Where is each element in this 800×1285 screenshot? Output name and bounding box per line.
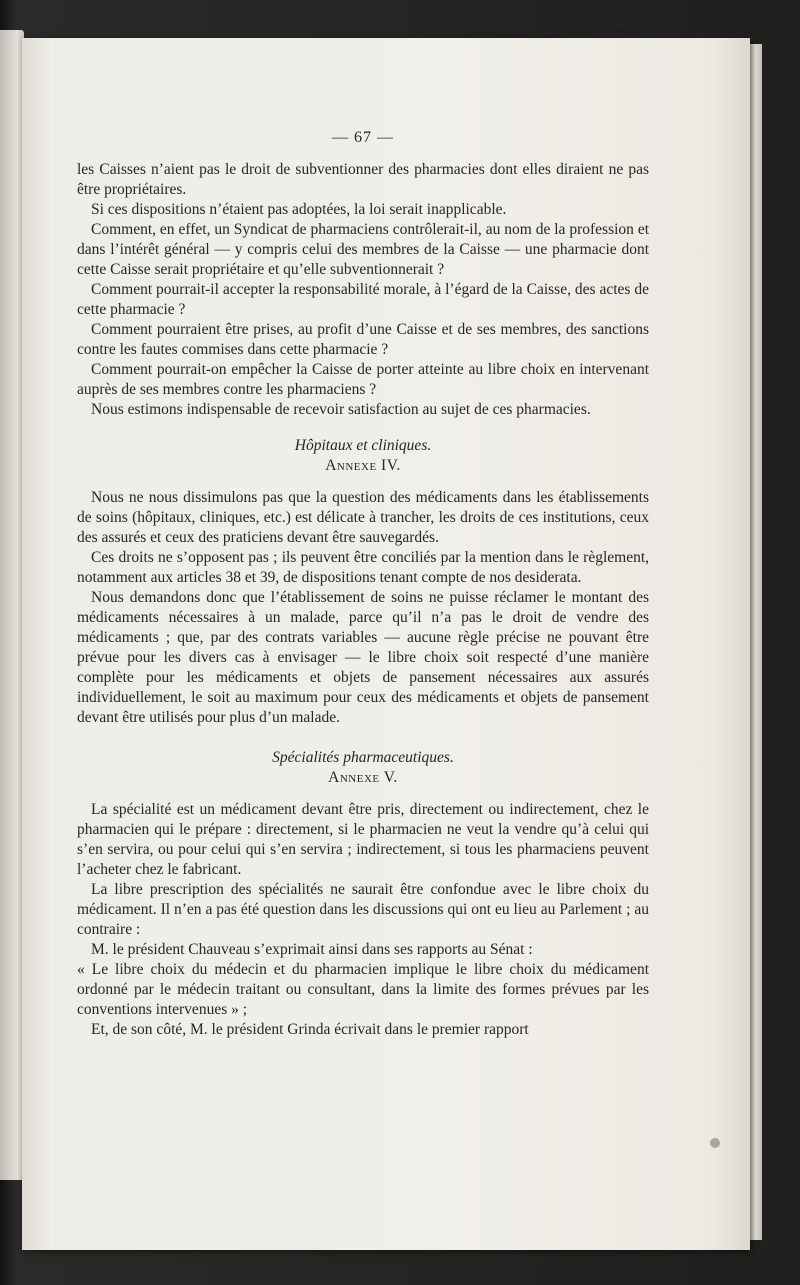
paragraph: La spécialité est un médicament devant être pris, directement ou indirectement, chez le pharmacien qui le prépare : directement, si le pharmacien ne veut la vendre qu’à celui qui s’en servira, ou pour celui qui s’en servira ; indirectement, si tous les pharmaciens peuvent l’acheter chez le fabricant. <box>77 801 649 878</box>
paragraph: Ces droits ne s’opposent pas ; ils peuvent être conciliés par la mention dans le règlement, notamment aux articles 38 et 39, de dispositions tenant compte de nos desiderata. <box>77 549 649 586</box>
paragraph: les Caisses n’aient pas le droit de subventionner des pharmacies dont elles diraient ne pas être propriétaires. <box>77 161 649 198</box>
annex-label-iv: Annexe IV. <box>325 457 401 474</box>
annex-label-v: Annexe V. <box>328 769 398 786</box>
paragraph: La libre prescription des spécialités ne saurait être confondue avec le libre choix du médicament. Il n’en a pas été question dans les discussions qui ont eu lieu au Parlement ; au contraire : <box>77 881 649 938</box>
paragraph: Comment, en effet, un Syndicat de pharmaciens contrôlerait-il, au nom de la profession et dans l’intérêt général — y compris celui des membres de la Caisse — une pharmacie dont cette Caisse serait propriétaire et qu’elle subventionnerait ? <box>77 221 649 278</box>
paragraph: Comment pourrait-il accepter la responsabilité morale, à l’égard de la Caisse, des actes de cette pharmacie ? <box>77 281 649 318</box>
previous-page-edge <box>0 30 24 1180</box>
page-number: — 67 — <box>332 129 394 146</box>
paragraph: Comment pourrait-on empêcher la Caisse de porter atteinte au libre choix en intervenant auprès de ses membres contre les pharmaciens ? <box>77 361 649 398</box>
paragraph: Si ces dispositions n’étaient pas adoptées, la loi serait inapplicable. <box>91 201 507 218</box>
paragraph: Nous demandons donc que l’établissement de soins ne puisse réclamer le montant des médicaments nécessaires à un malade, parce qu’il n’a pas le droit de vendre des médicaments ; que, par des contrats variables — aucune règle précise ne pouvant être prévue pour les divers cas à envisager — le libre choix soit respecté d’une manière complète pour les médicaments et objets de pansement nécessaires aux assurés individuellement, le soit au maximum pour ceux des médicaments et objets de pansement devant être utilisés pour plus d’un malade. <box>77 589 649 726</box>
paper-spot <box>710 1138 720 1148</box>
section-title-hopitaux: Hôpitaux et cliniques. <box>294 437 432 454</box>
page-content <box>77 128 649 1040</box>
paragraph: Nous ne nous dissimulons pas que la question des médicaments dans les établissements de soins (hôpitaux, cliniques, etc.) est délicate à trancher, les droits de ces institutions, ceux des assurés et ceux des praticiens devant être sauvegardés. <box>77 489 649 546</box>
paragraph: Nous estimons indispensable de recevoir satisfaction au sujet de ces pharmacies. <box>91 401 591 418</box>
paragraph: Comment pourraient être prises, au profit d’une Caisse et de ses membres, des sanctions contre les fautes commises dans cette pharmacie ? <box>77 321 649 358</box>
paragraph: Et, de son côté, M. le président Grinda écrivait dans le premier rapport <box>91 1021 529 1038</box>
quotation: « Le libre choix du médecin et du pharmacien implique le libre choix du médicament ordonné par le médecin traitant ou consultant, dans la limite des formes prévues par les conventions intervenues » ; <box>77 961 649 1018</box>
page-stack-edge <box>748 44 762 1240</box>
section-title-specialites: Spécialités pharmaceutiques. <box>272 749 454 766</box>
paragraph: M. le président Chauveau s’exprimait ainsi dans ses rapports au Sénat : <box>91 941 533 958</box>
